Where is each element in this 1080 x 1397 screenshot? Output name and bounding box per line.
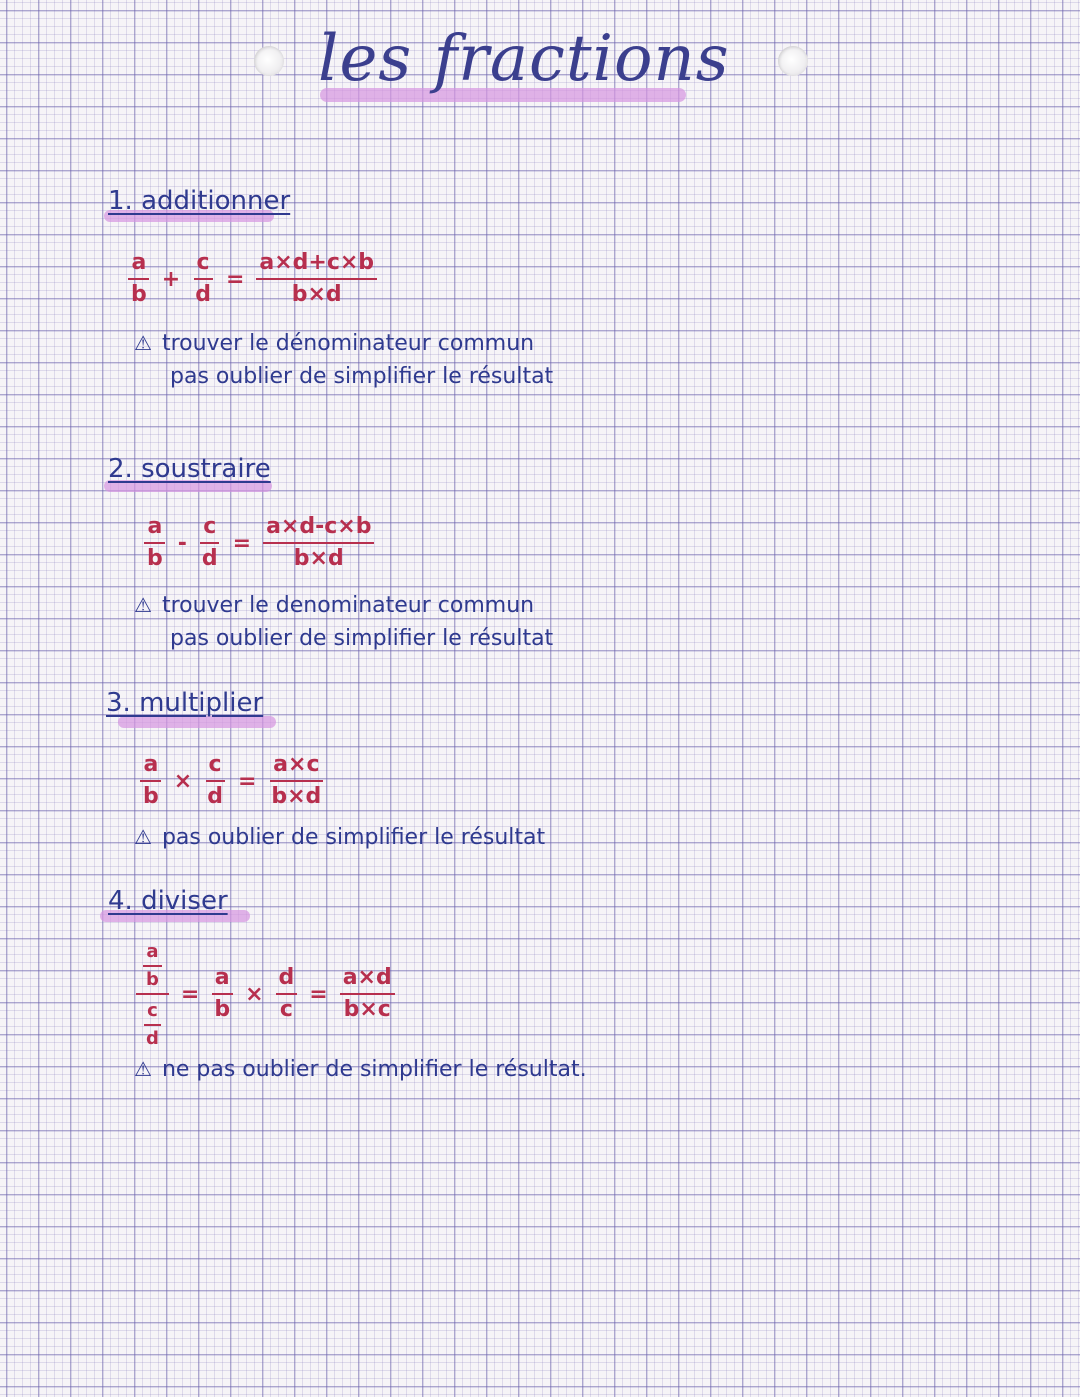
warning-icon: ⚠ xyxy=(134,331,152,355)
note-add-1: ⚠ trouver le dénominateur commun xyxy=(134,331,535,356)
equals-sign: = xyxy=(180,981,200,1007)
section-heading-add: 1. additionner xyxy=(108,186,291,216)
operator: - xyxy=(177,530,187,556)
fraction-a-b: $\frac{a}{b}$ xyxy=(128,250,150,308)
fraction-result: $\frac{a\times d-c\times b}{b\times d}$ xyxy=(263,514,374,572)
equals-sign: = xyxy=(237,768,257,794)
section-heading-subtract: 2. soustraire xyxy=(108,454,271,484)
note-subtract-2: pas oublier de simplifier le résultat xyxy=(170,626,554,651)
fraction-c-d: $\frac{c}{d}$ xyxy=(207,752,223,809)
fraction-a-b: $\frac{a}{b}$ xyxy=(143,941,162,991)
equals-sign: = xyxy=(309,981,328,1007)
operator: × xyxy=(245,981,264,1007)
fraction-of-fractions xyxy=(136,938,169,1050)
fraction-result: $\frac{a\times c}{b\times d}$ xyxy=(271,752,322,809)
warning-icon: ⚠ xyxy=(134,825,152,849)
note-subtract-1: ⚠ trouver le denominateur commun xyxy=(134,593,535,618)
section-heading-divide: 4. diviser xyxy=(108,886,228,916)
binder-hole-left xyxy=(254,46,284,76)
binder-hole-right xyxy=(778,46,808,76)
fraction-a-b: $\frac{a}{b}$ xyxy=(144,514,166,572)
warning-icon: ⚠ xyxy=(134,593,152,617)
fraction-d-c: $\frac{d}{c}$ xyxy=(276,965,298,1023)
fraction-result: $\frac{a\times d+c\times b}{b\times d}$ xyxy=(256,250,377,308)
formula-subtract xyxy=(140,514,378,572)
fraction-result: $\frac{a\times d}{b\times c}$ xyxy=(340,965,395,1023)
equals-sign: = xyxy=(232,530,252,556)
note-multiply-1: ⚠ pas oublier de simplifier le résultat xyxy=(134,825,546,850)
note-add-2: pas oublier de simplifier le résultat xyxy=(170,364,554,389)
formula-divide xyxy=(132,938,399,1050)
formula-multiply xyxy=(136,752,328,810)
note-divide-1: ⚠ ne pas oublier de simplifier le résultat. xyxy=(134,1057,587,1082)
fraction-a-b: $\frac{a}{b}$ xyxy=(211,965,233,1023)
fraction-a-b: $\frac{a}{b}$ xyxy=(140,752,162,810)
page-title: les fractions xyxy=(318,22,730,96)
section-heading-multiply: 3. multiplier xyxy=(106,688,264,718)
fraction-c-d: $\frac{c}{d}$ xyxy=(146,1000,159,1049)
operator: + xyxy=(161,266,181,292)
warning-icon: ⚠ xyxy=(134,1057,152,1081)
fraction-c-d: $\frac{c}{d}$ xyxy=(201,514,218,571)
fraction-c-d: $\frac{c}{d}$ xyxy=(195,250,211,307)
equals-sign: = xyxy=(225,266,245,292)
formula-add xyxy=(124,250,381,308)
operator: × xyxy=(173,768,193,794)
